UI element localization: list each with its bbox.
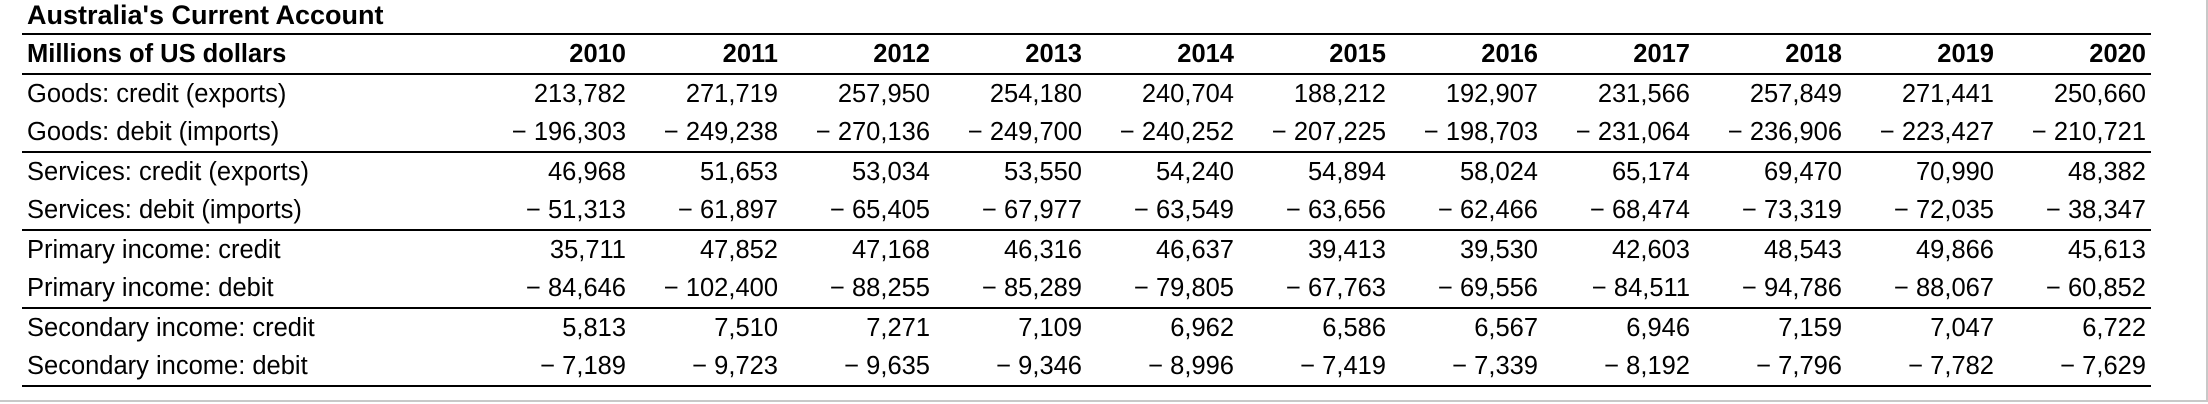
value-cell: − 68,474 [1590,196,1690,224]
value-cell: − 88,067 [1894,274,1994,302]
value-cell: − 9,346 [996,352,1082,380]
table-row [22,74,2151,113]
year-header: 2010 [569,40,626,68]
value-cell: 271,441 [1901,80,1994,108]
value-cell: − 8,192 [1604,352,1690,380]
value-cell: − 67,977 [982,196,1082,224]
value-cell: 7,109 [1018,314,1082,342]
table-row [22,230,2151,269]
value-cell: 53,550 [1004,158,1082,186]
value-cell: − 84,646 [526,274,626,302]
value-cell: − 85,289 [982,274,1082,302]
value-cell: 213,782 [533,80,626,108]
row-label: Primary income: debit [27,274,274,302]
value-cell: − 61,897 [678,196,778,224]
value-cell: 39,413 [1308,236,1386,264]
value-cell: − 73,319 [1742,196,1842,224]
value-cell: − 72,035 [1894,196,1994,224]
value-cell: − 7,782 [1908,352,1994,380]
value-cell: − 249,700 [967,118,1082,146]
value-cell: − 51,313 [526,196,626,224]
value-cell: 42,603 [1612,236,1690,264]
value-cell: − 7,796 [1756,352,1842,380]
current-account-table [22,33,2151,387]
value-cell: 47,852 [700,236,778,264]
value-cell: 6,567 [1474,314,1538,342]
value-cell: 51,653 [700,158,778,186]
value-cell: 7,159 [1778,314,1842,342]
value-cell: 5,813 [562,314,626,342]
value-cell: − 67,763 [1286,274,1386,302]
table-row [22,308,2151,347]
value-cell: 188,212 [1293,80,1386,108]
value-cell: 54,894 [1308,158,1386,186]
value-cell: − 79,805 [1134,274,1234,302]
value-cell: − 196,303 [511,118,626,146]
table-row [22,113,2151,152]
row-label: Secondary income: debit [27,352,308,380]
value-cell: − 7,629 [2060,352,2146,380]
value-cell: 53,034 [852,158,930,186]
value-cell: − 63,549 [1134,196,1234,224]
row-label: Services: credit (exports) [27,158,309,186]
value-cell: − 102,400 [663,274,778,302]
value-cell: − 236,906 [1727,118,1842,146]
value-cell: 271,719 [685,80,778,108]
value-cell: 7,510 [714,314,778,342]
value-cell: 54,240 [1156,158,1234,186]
value-cell: 65,174 [1612,158,1690,186]
value-cell: − 38,347 [2046,196,2146,224]
row-label: Services: debit (imports) [27,196,302,224]
value-cell: 47,168 [852,236,930,264]
year-header: 2018 [1785,40,1842,68]
value-cell: 48,543 [1764,236,1842,264]
value-cell: − 9,723 [692,352,778,380]
value-cell: 257,849 [1749,80,1842,108]
value-cell: − 207,225 [1271,118,1386,146]
value-cell: 58,024 [1460,158,1538,186]
value-cell: 6,722 [2082,314,2146,342]
value-cell: 257,950 [837,80,930,108]
value-cell: 45,613 [2068,236,2146,264]
value-cell: 49,866 [1916,236,1994,264]
row-label: Secondary income: credit [27,314,315,342]
year-header: 2019 [1937,40,1994,68]
row-label: Goods: debit (imports) [27,118,280,146]
value-cell: − 69,556 [1438,274,1538,302]
value-cell: − 270,136 [815,118,930,146]
value-cell: 6,962 [1170,314,1234,342]
value-cell: 46,968 [548,158,626,186]
value-cell: − 84,511 [1591,274,1690,302]
value-cell: − 63,656 [1286,196,1386,224]
year-header: 2015 [1329,40,1386,68]
year-header: 2013 [1025,40,1082,68]
value-cell: − 60,852 [2046,274,2146,302]
value-cell: 6,586 [1322,314,1386,342]
value-cell: − 88,255 [830,274,930,302]
value-cell: 39,530 [1460,236,1538,264]
value-cell: − 62,466 [1438,196,1538,224]
value-cell: 254,180 [989,80,1082,108]
value-cell: − 8,996 [1148,352,1234,380]
header-row [22,34,2151,74]
year-header: 2020 [2089,40,2146,68]
year-header: 2016 [1481,40,1538,68]
value-cell: − 7,419 [1300,352,1386,380]
table-row [22,191,2151,230]
table-row [22,152,2151,191]
year-header: 2011 [722,40,778,68]
value-cell: 69,470 [1764,158,1842,186]
value-cell: 192,907 [1445,80,1538,108]
row-label: Primary income: credit [27,236,281,264]
value-cell: 7,271 [866,314,930,342]
year-header: 2017 [1633,40,1690,68]
year-header: 2014 [1177,40,1234,68]
year-header: 2012 [873,40,930,68]
value-cell: − 7,339 [1452,352,1538,380]
row-label: Goods: credit (exports) [27,80,287,108]
value-cell: − 198,703 [1423,118,1538,146]
value-cell: − 9,635 [844,352,930,380]
value-cell: 240,704 [1141,80,1234,108]
value-cell: 48,382 [2068,158,2146,186]
value-cell: − 240,252 [1119,118,1234,146]
value-cell: 35,711 [549,236,626,264]
value-cell: 250,660 [2053,80,2146,108]
table-title: Australia's Current Account [27,0,384,30]
value-cell: − 249,238 [663,118,778,146]
value-cell: 7,047 [1930,314,1994,342]
value-cell: − 210,721 [2031,118,2146,146]
value-cell: − 231,064 [1575,118,1690,146]
unit-header: Millions of US dollars [27,40,287,68]
value-cell: 46,316 [1004,236,1082,264]
table-row [22,347,2151,386]
value-cell: − 65,405 [830,196,930,224]
value-cell: − 223,427 [1879,118,1994,146]
value-cell: − 7,189 [540,352,626,380]
value-cell: − 94,786 [1742,274,1842,302]
value-cell: 46,637 [1156,236,1234,264]
value-cell: 231,566 [1597,80,1690,108]
value-cell: 70,990 [1916,158,1994,186]
value-cell: 6,946 [1626,314,1690,342]
table-row [22,269,2151,308]
